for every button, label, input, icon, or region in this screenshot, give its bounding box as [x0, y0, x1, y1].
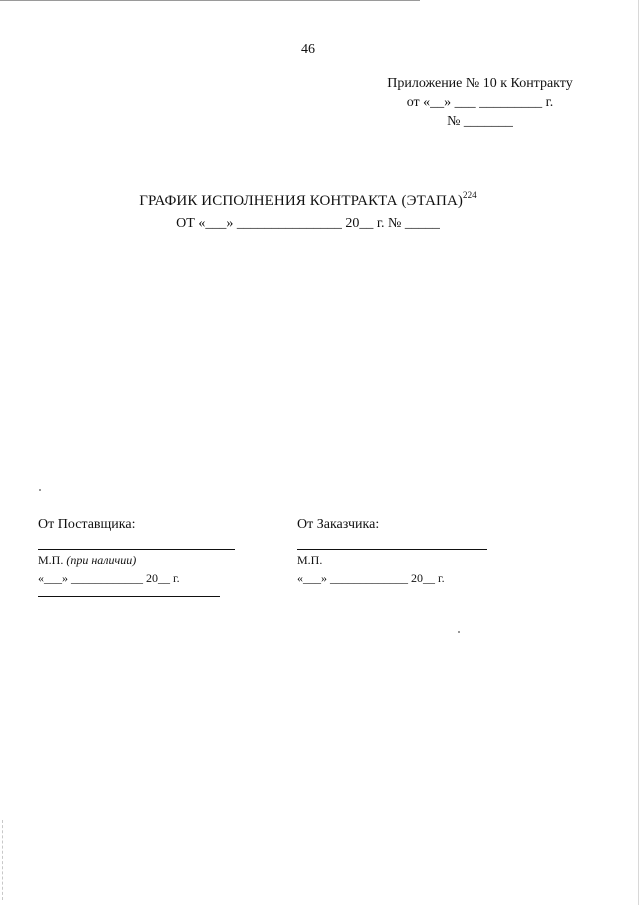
supplier-signature-block [38, 515, 258, 597]
scan-speck [458, 631, 460, 633]
supplier-signature-line [38, 549, 235, 550]
document-date-number: ОТ «___» _______________ 20__ г. № _____ [176, 216, 440, 231]
document-title [0, 190, 616, 210]
supplier-stamp-note: (при наличии) [66, 553, 137, 567]
customer-stamp: М.П. [297, 553, 323, 567]
page-number: 46 [301, 42, 315, 57]
appendix-date: от «__» ___ _________ г. [406, 95, 554, 110]
footnote-marker: 224 [462, 190, 477, 200]
supplier-stamp-label: М.П. [38, 553, 67, 567]
appendix-number: № _______ [447, 114, 513, 129]
supplier-extra-line [38, 596, 220, 597]
appendix-header [360, 74, 600, 131]
supplier-stamp [38, 552, 258, 568]
appendix-title: Приложение № 10 к Контракту [387, 76, 573, 91]
supplier-heading: От Поставщика: [38, 517, 136, 532]
scan-edge-right [638, 0, 639, 905]
customer-date: «___» _____________ 20__ г. [297, 571, 445, 585]
customer-signature-line [297, 549, 487, 550]
scan-speck [39, 489, 41, 491]
customer-signature-block [297, 515, 497, 586]
scan-edge-top [0, 0, 420, 1]
document-title-text: ГРАФИК ИСПОЛНЕНИЯ КОНТРАКТА (ЭТАПА) [139, 193, 463, 209]
customer-heading: От Заказчика: [297, 517, 380, 532]
scan-edge-left [2, 820, 4, 900]
supplier-date: «___» ____________ 20__ г. [38, 571, 180, 585]
